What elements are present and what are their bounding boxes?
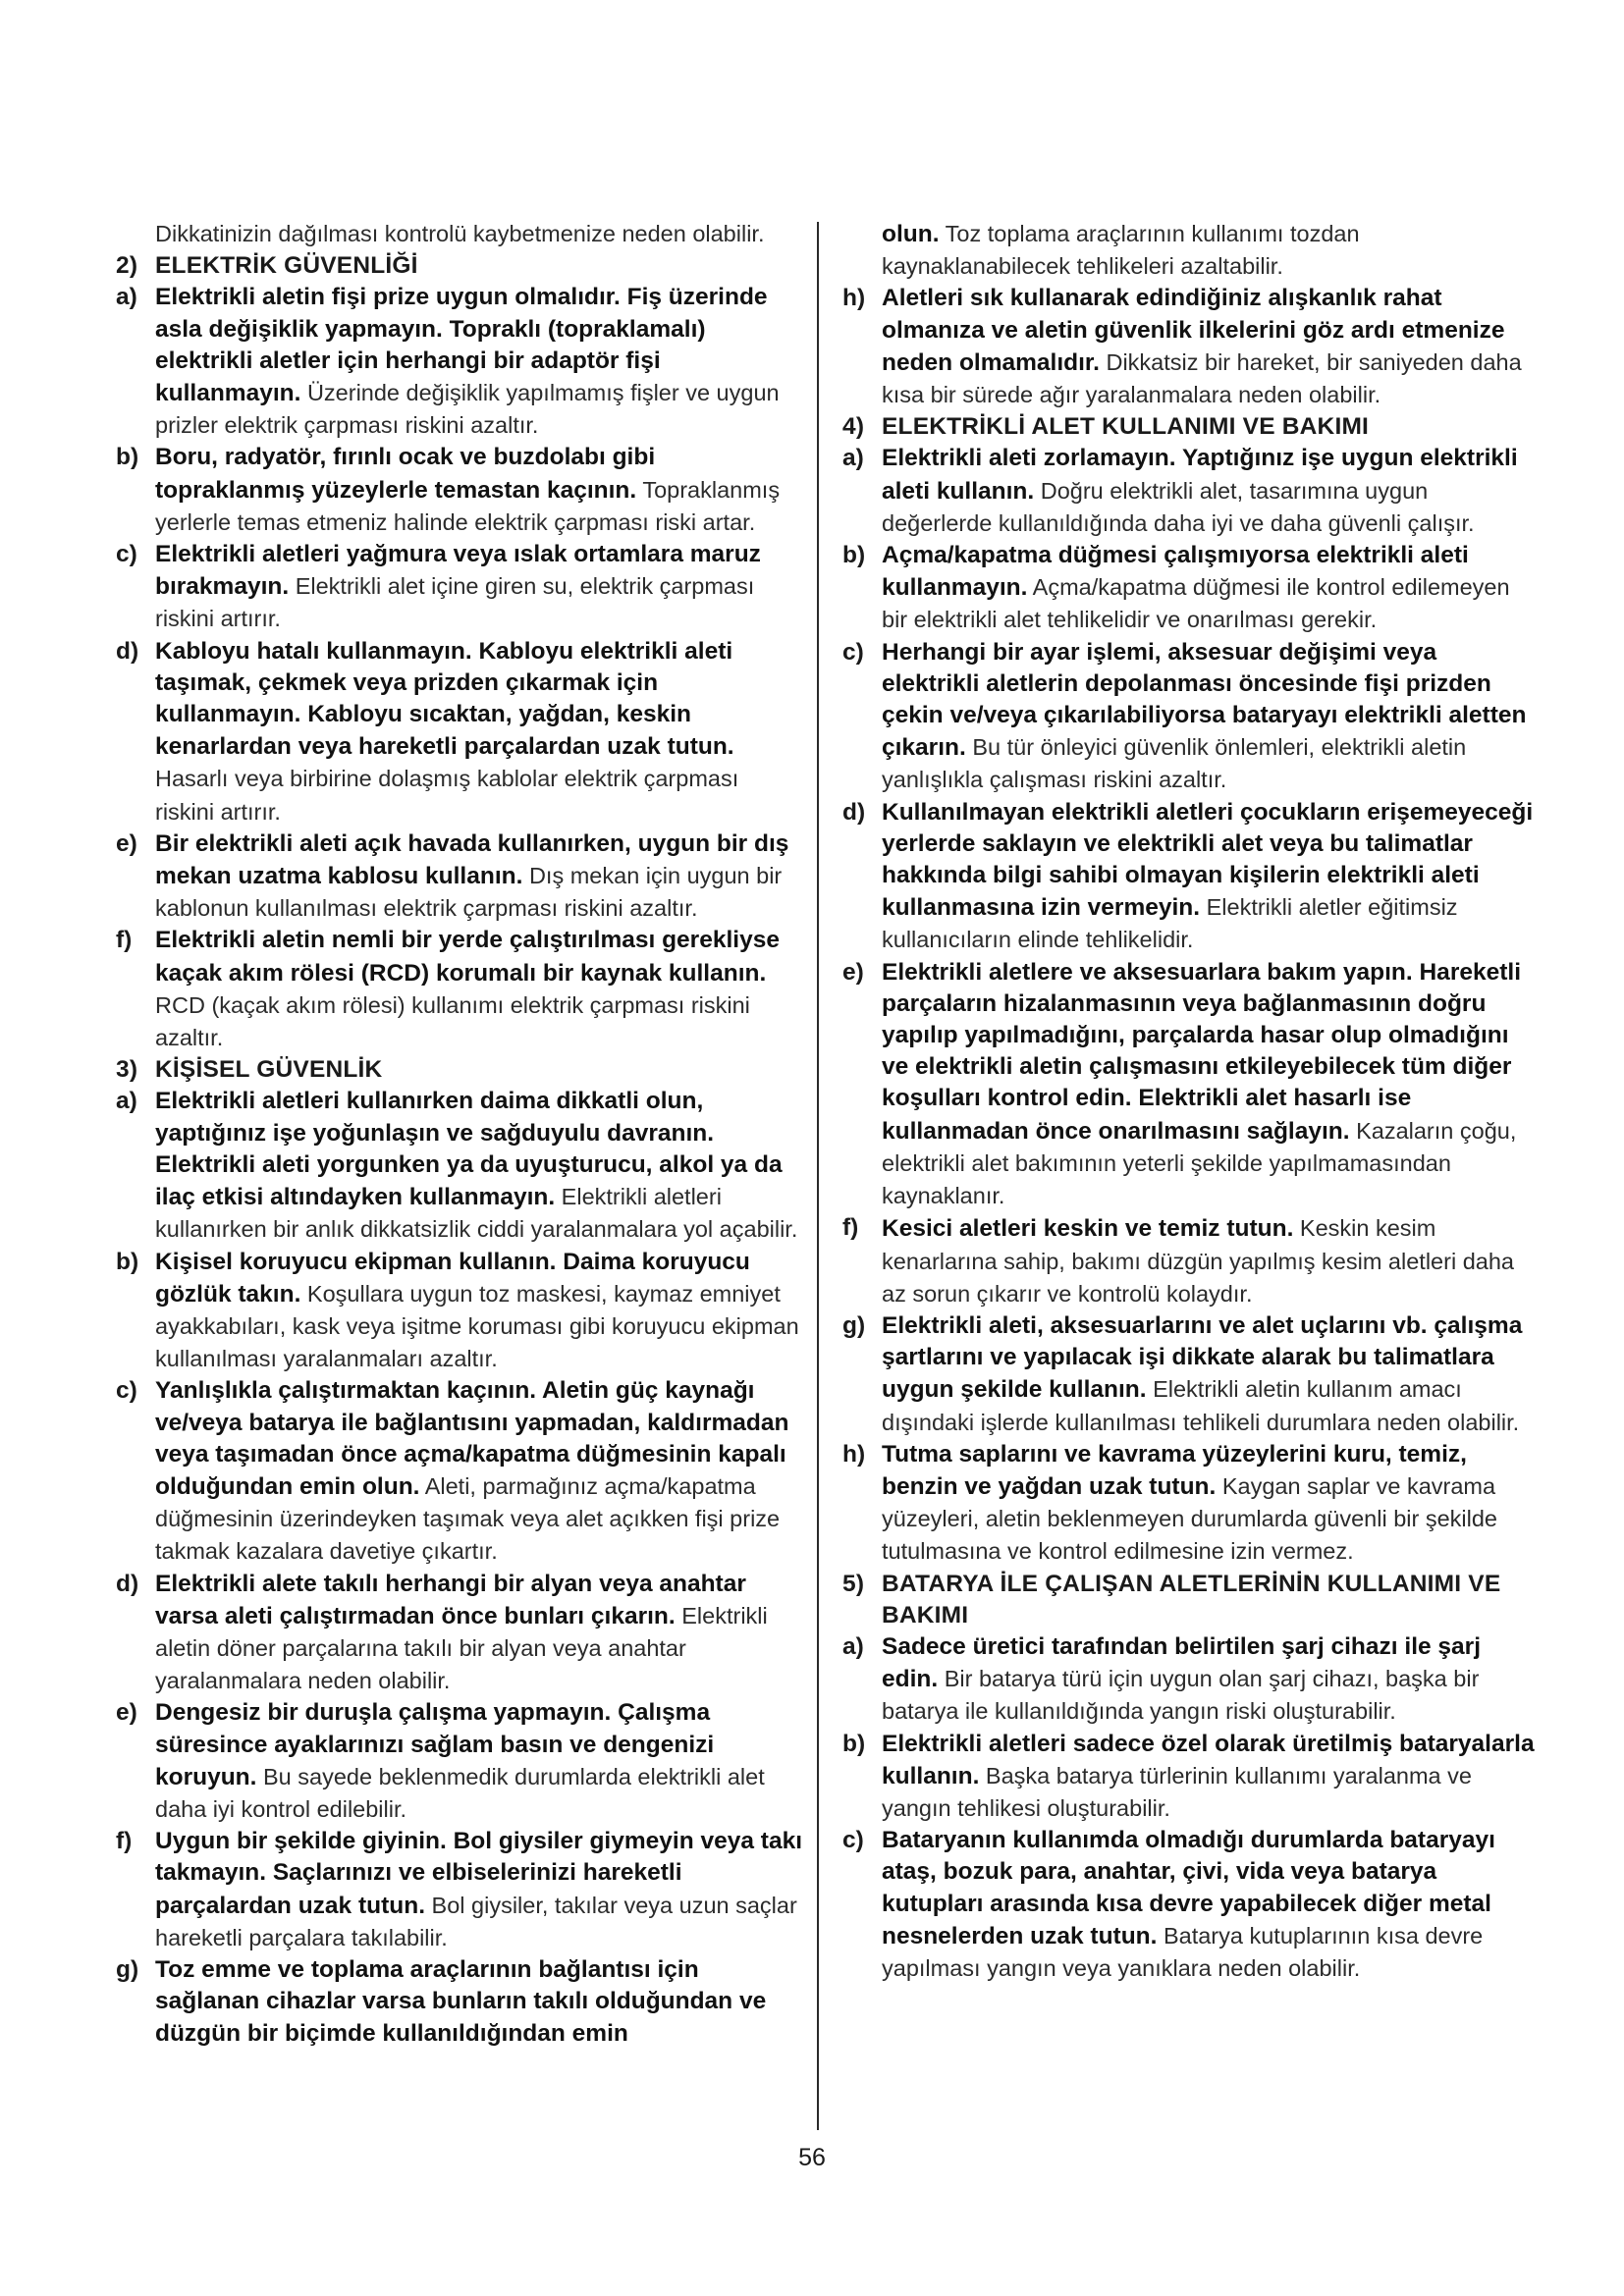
section-4-heading — [842, 411, 1540, 443]
column-divider — [817, 222, 819, 2130]
list-item: c) Elektrikli aletleri yağmura veya ıslak ortamlara maruz bırakmayın. Elektrikli alet içine giren su, elektrik çarpması riskini artırır. — [116, 541, 761, 632]
section-title: ELEKTRİK GÜVENLİĞİ — [155, 252, 418, 280]
section-number: 5) — [842, 1570, 865, 1597]
section-number: 4) — [842, 413, 865, 441]
section-5-heading — [842, 1569, 1540, 1631]
section-number: 2) — [116, 252, 138, 280]
list-item: d) Kullanılmayan elektrikli aletleri çocukların erişemeyeceği yerlerde saklayın ve elektrikli alet veya bu talimatlar hakkında bilgi sahibi olmayan kişilerin elektrikli aleti kullanmasına izin vermeyin. Elektrikli aletler eğitimsiz kullanıcıların elinde tehlikelidir. — [842, 798, 1534, 953]
section-title: KİŞİSEL GÜVENLİK — [155, 1056, 383, 1084]
left-column — [116, 218, 803, 2051]
section-3-heading — [116, 1054, 803, 1086]
section-number: 3) — [116, 1056, 138, 1084]
list-item: d) Elektrikli alete takılı herhangi bir alyan veya anahtar varsa aleti çalıştırmadan önce bunları çıkarın. Elektrikli aletin döner parçalarına takılı bir alyan veya anahtar yaralanmalara neden olabilir. — [116, 1570, 768, 1694]
list-item: a) Sadece üretici tarafından belirtilen şarj cihazı ile şarj edin. Bir batarya türü için uygun olan şarj cihazı, başka bir batarya ile kullanıldığında yangın riski oluşturabilir. — [842, 1632, 1482, 1725]
list-item: a) Elektrikli aleti zorlamayın. Yaptığınız işe uygun elektrikli aleti kullanın. Doğru elektrikli alet, tasarımına uygun değerlerde kullanıldığında daha iyi ve daha güvenli çalışır. — [842, 445, 1518, 536]
list-item: h) Tutma saplarını ve kavrama yüzeylerini kuru, temiz, benzin ve yağdan uzak tutun. Kaygan saplar ve kavrama yüzeyleri, aletin beklenmeyen durumlarda güvenli bir şekilde tutulmasına ve kontrol edilmesine izin vermez. — [842, 1440, 1497, 1565]
right-column — [842, 218, 1540, 1985]
list-item: c) Yanlışlıkla çalıştırmaktan kaçının. Aletin güç kaynağı ve/veya batarya ile bağlantısını yapmadan, kaldırmadan veya taşımadan önce açma/kapatma düğmesinin kapalı olduğundan emin olun. Aleti, parmağınız açma/kapatma düğmesinin üzerindeyken taşımak veya alet açıkken fişi prize takmak kazalara davetiye çıkartır. — [116, 1377, 789, 1565]
section-title: BATARYA İLE ÇALIŞAN ALETLERİNİN KULLANIMI VE BAKIMI — [882, 1570, 1501, 1629]
section-2-heading — [116, 250, 803, 282]
list-item: g) Elektrikli aleti, aksesuarlarını ve alet uçlarını vb. çalışma şartlarını ve yapılacak işi dikkate alarak bu talimatlara uygun şekilde kullanın. Elektrikli aletin kullanım amacı dışındaki işlerde kullanılması tehlikeli durumlara neden olabilir. — [842, 1311, 1523, 1435]
list-item: f) Uygun bir şekilde giyinin. Bol giysiler giymeyin veya takı takmayın. Saçlarınızı ve elbiselerinizi hareketli parçalardan uzak tutun. Bol giysiler, takılar veya uzun saçlar hareketli parçalara takılabilir. — [116, 1828, 802, 1950]
list-item: e) Bir elektrikli aleti açık havada kullanırken, uygun bir dış mekan uzatma kablosu kullanın. Dış mekan için uygun bir kablonun kullanılması elektrik çarpması riskini azaltır. — [116, 829, 789, 922]
list-item: f) Elektrikli aletin nemli bir yerde çalıştırılması gerekliyse kaçak akım rölesi (RCD) korumalı bir kaynak kullanın. RCD (kaçak akım rölesi) kullanımı elektrik çarpması riskini azaltır. — [116, 927, 780, 1051]
list-item: b) Boru, radyatör, fırınlı ocak ve buzdolabı gibi topraklanmış yüzeylerle temastan kaçının. Topraklanmış yerlerle temas etmeniz halinde elektrik çarpması riski artar. — [116, 444, 781, 535]
continuation-text: olun. Toz toplama araçlarının kullanımı tozdan kaynaklanabilecek tehlikeleri azaltabilir. — [882, 221, 1360, 280]
list-item: a) Elektrikli aletin fişi prize uygun olmalıdır. Fiş üzerinde asla değişiklik yapmayın. Topraklı (topraklamalı) elektrikli aletler için herhangi bir adaptör fişi kullanmayın. Üzerinde değişiklik yapılmamış fişler ve uygun prizler elektrik çarpması riskini azaltır. — [116, 284, 780, 439]
list-item: d) Kabloyu hatalı kullanmayın. Kabloyu elektrikli aleti taşımak, çekmek veya prizden çıkarmak için kullanmayın. Kabloyu sıcaktan, yağdan, keskin kenarlardan veya hareketli parçalardan uzak tutun. Hasarlı veya birbirine dolaşmış kablolar elektrik çarpması riskini artırır. — [116, 637, 739, 825]
intro-text: Dikkatinizin dağılması kontrolü kaybetmenize neden olabilir. — [155, 221, 765, 246]
list-item: e) Elektrikli aletlere ve aksesuarlara bakım yapın. Hareketli parçaların hizalanmasının veya bağlanmasının doğru yapılıp yapılmadığını, parçalarda hasar olup olmadığını ve elektrikli aletin çalışmasını etkileyebilecek tüm diğer koşulları kontrol edin. Elektrikli alet hasarlı ise kullanmadan önce onarılmasını sağlayın. Kazaların çoğu, elektrikli alet bakımının yeterli şekilde yapılmamasından kaynaklanır. — [842, 958, 1521, 1209]
list-item: b) Kişisel koruyucu ekipman kullanın. Daima koruyucu gözlük takın. Koşullara uygun toz maskesi, kaymaz emniyet ayakkabıları, kask veya işitme koruması gibi koruyucu ekipman kullanılması yaralanmaları azaltır. — [116, 1248, 799, 1372]
list-item: g) Toz emme ve toplama araçlarının bağlantısı için sağlanan cihazlar varsa bunların takılı olduğundan ve düzgün bir biçimde kullanıldığından emin — [116, 1955, 767, 2048]
list-item: c) Bataryanın kullanımda olmadığı durumlarda bataryayı ataş, bozuk para, anahtar, çivi, vida veya batarya kutupları arasında kısa devre yapabilecek diğer metal nesnelerden uzak tutun. Batarya kutuplarının kısa devre yapılması yangın veya yanıklara neden olabilir. — [842, 1827, 1495, 1981]
list-item: f) Kesici aletleri keskin ve temiz tutun. Keskin kesim kenarlarına sahip, bakımı düzgün yapılmış kesim aletleri daha az sorun çıkarır ve kontrolü kolaydır. — [842, 1214, 1514, 1307]
list-item: b) Açma/kapatma düğmesi çalışmıyorsa elektrikli aleti kullanmayın. Açma/kapatma düğmesi ile kontrol edilemeyen bir elektrikli alet tehlikelidir ve onarılması gerekir. — [842, 542, 1510, 633]
page-number: 56 — [798, 2144, 826, 2171]
section-title: ELEKTRİKLİ ALET KULLANIMI VE BAKIMI — [882, 413, 1370, 441]
list-item: e) Dengesiz bir duruşla çalışma yapmayın. Çalışma süresince ayaklarınızı sağlam basın ve dengenizi koruyun. Bu sayede beklenmedik durumlarda elektrikli alet daha iyi kontrol edilebilir. — [116, 1699, 765, 1822]
list-item: a) Elektrikli aletleri kullanırken daima dikkatli olun, yaptığınız işe yoğunlaşın ve sağduyulu davranın. Elektrikli aleti yorgunken ya da uyuşturucu, alkol ya da ilaç etkisi altındayken kullanmayın. Elektrikli aletleri kullanırken bir anlık dikkatsizlik ciddi yaralanmalara yol açabilir. — [116, 1088, 798, 1243]
list-item: c) Herhangi bir ayar işlemi, aksesuar değişimi veya elektrikli aletlerin depolanması öncesinde fişi prizden çekin ve/veya çıkarılabiliyorsa bataryayı elektrikli aletten çıkarın. Bu tür önleyici güvenlik önlemleri, elektrikli aletin yanlışlıkla çalışması riskini azaltır. — [842, 638, 1527, 793]
list-item: b) Elektrikli aletleri sadece özel olarak üretilmiş bataryalarla kullanın. Başka batarya türlerinin kullanımı yaralanma ve yangın tehlikesi oluşturabilir. — [842, 1730, 1535, 1821]
list-item: h) Aletleri sık kullanarak edindiğiniz alışkanlık rahat olmanıza ve aletin güvenlik ilkelerini göz ardı etmenize neden olmamalıdır. Dikkatsiz bir hareket, bir saniyeden daha kısa bir sürede ağır yaralanmalara neden olabilir. — [842, 285, 1522, 408]
